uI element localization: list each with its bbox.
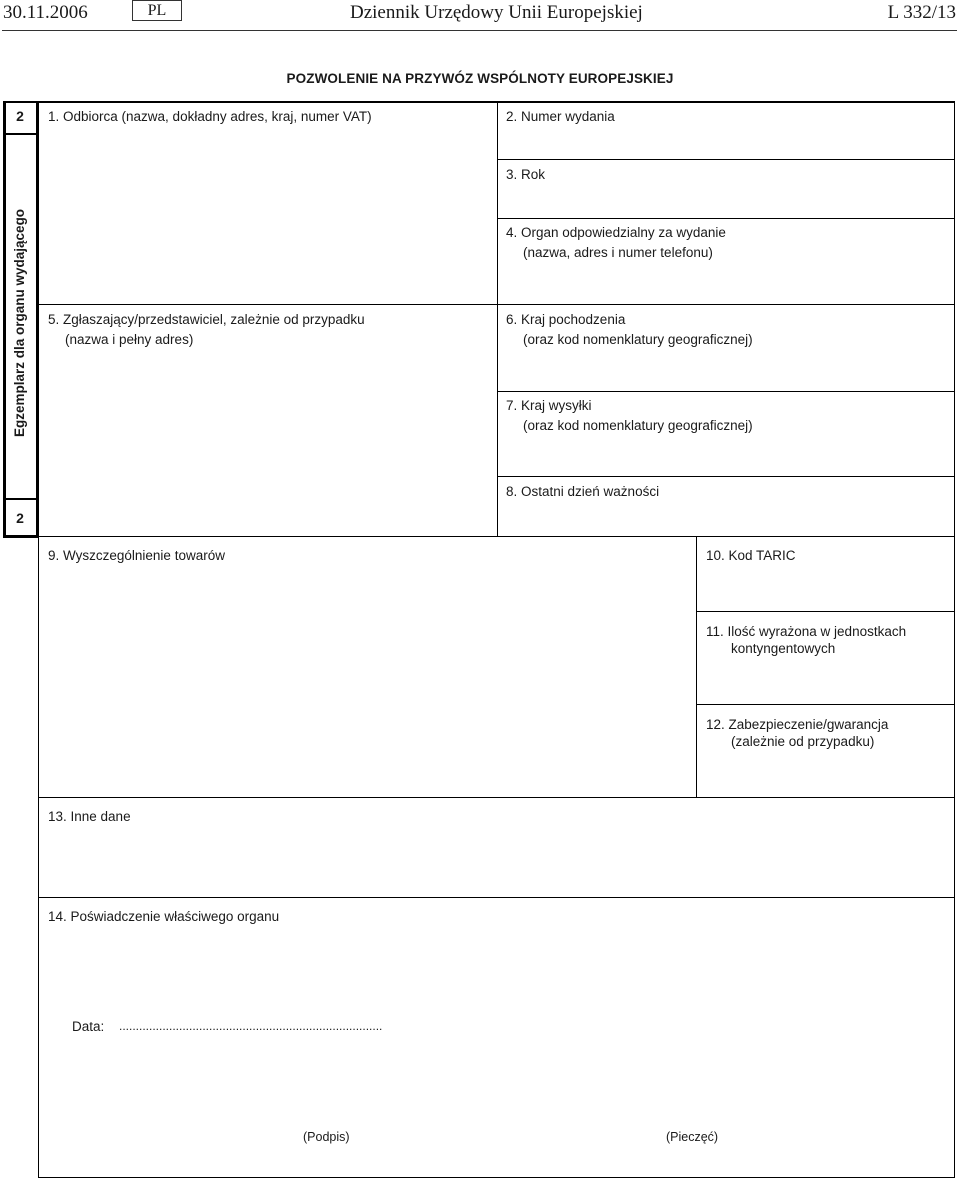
field-6-country-of-origin[interactable]: 6. Kraj pochodzenia	[506, 312, 626, 327]
stamp-label: (Pieczęć)	[666, 1130, 719, 1144]
date-fill-line[interactable]: ...............................................................................	[119, 1019, 383, 1033]
copy-number-top: 2	[16, 108, 24, 124]
field-3-year[interactable]: 3. Rok	[506, 167, 546, 182]
field-11-quantity[interactable]: 11. Ilość wyrażona w jednostkach	[706, 624, 907, 639]
copy-side-label: Egzemplarz dla organu wydającego	[12, 208, 27, 437]
field-6-subtitle: (oraz kod nomenklatury geograficznej)	[523, 332, 753, 347]
field-11-subtitle: kontyngentowych	[731, 641, 836, 656]
date-label: Data:	[72, 1019, 105, 1034]
signature-label: (Podpis)	[303, 1130, 350, 1144]
header-divider	[2, 30, 957, 31]
field-12-security[interactable]: 12. Zabezpieczenie/gwarancja	[706, 717, 889, 732]
field-5-declarant[interactable]: 5. Zgłaszający/przedstawiciel, zależnie od przypadku	[48, 312, 365, 327]
field-1-consignee[interactable]: 1. Odbiorca (nazwa, dokładny adres, kraj, numer VAT)	[48, 109, 372, 124]
field-10-taric-code[interactable]: 10. Kod TARIC	[706, 548, 796, 563]
form-title: POZWOLENIE NA PRZYWÓZ WSPÓLNOTY EUROPEJSKIEJ	[286, 71, 674, 86]
field-9-goods-description[interactable]: 9. Wyszczególnienie towarów	[48, 548, 225, 563]
field-13-other-data[interactable]: 13. Inne dane	[48, 809, 131, 824]
copy-number-bottom: 2	[16, 510, 24, 526]
field-5-subtitle: (nazwa i pełny adres)	[65, 332, 194, 347]
field-8-expiry-date[interactable]: 8. Ostatni dzień ważności	[506, 484, 660, 499]
field-4-issuing-authority[interactable]: 4. Organ odpowiedzialny za wydanie	[506, 225, 726, 240]
journal-reference: L 332/13	[887, 2, 956, 23]
language-badge: PL	[132, 0, 182, 21]
field-7-subtitle: (oraz kod nomenklatury geograficznej)	[523, 418, 753, 433]
field-14-certification[interactable]: 14. Poświadczenie właściwego organu	[48, 909, 280, 924]
field-4-subtitle: (nazwa, adres i numer telefonu)	[523, 245, 713, 260]
field-12-subtitle: (zależnie od przypadku)	[731, 734, 875, 749]
journal-title: Dziennik Urzędowy Unii Europejskiej	[350, 2, 643, 23]
header-date: 30.11.2006	[3, 2, 88, 23]
field-7-country-of-consignment[interactable]: 7. Kraj wysyłki	[506, 398, 592, 413]
field-2-issue-number[interactable]: 2. Numer wydania	[506, 109, 615, 124]
